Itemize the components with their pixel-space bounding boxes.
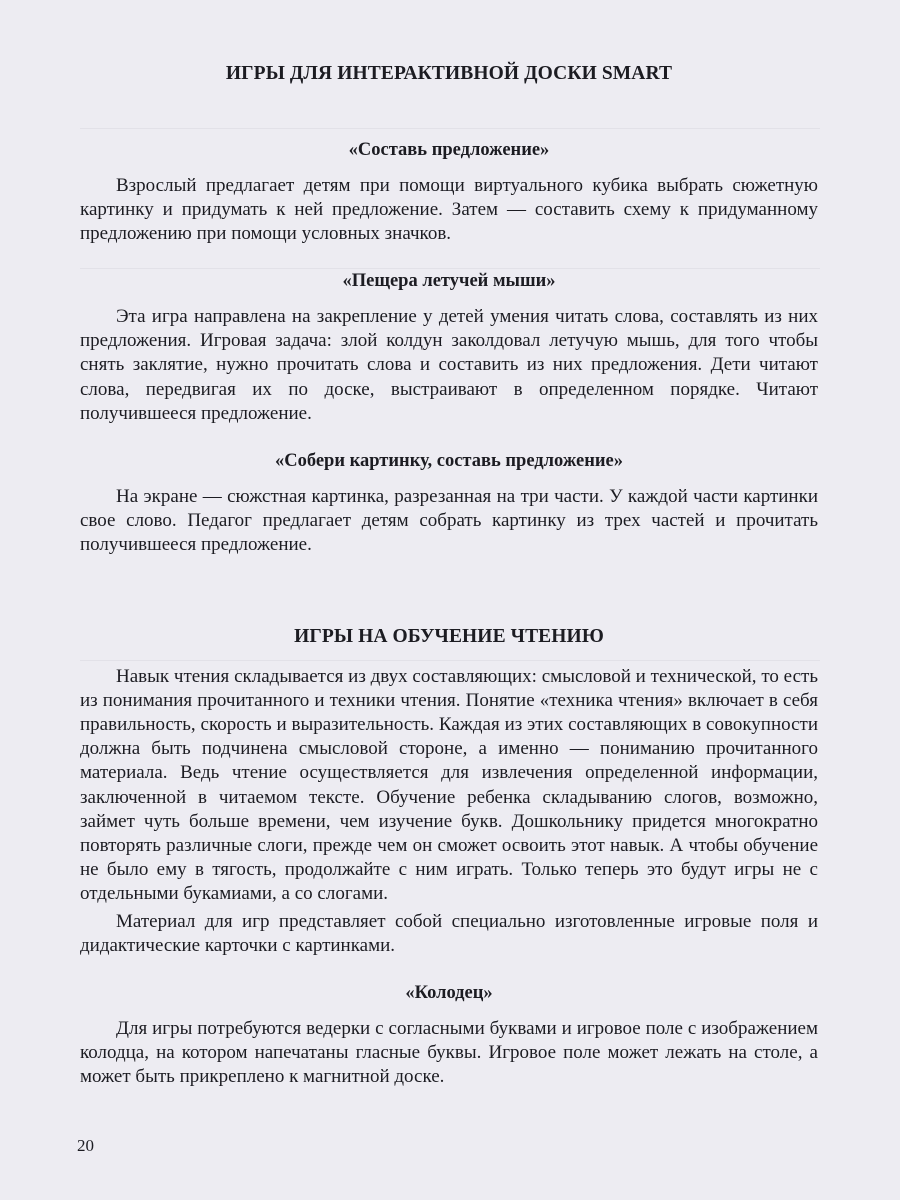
game-description-assemble-picture: На экране — сюжстная картинка, разрезанная на три части. У каждой части картинки свое слово. Педагог предлагает детям собрать картинку из трех частей и прочитать получившееся предложение. (80, 485, 818, 555)
reading-intro-paragraph: Навык чтения складывается из двух составляющих: смысловой и технической, то есть из понимания прочитанного и техники чтения. Понятие «техника чтения» включает в себя правильность, скорость и выразительность. Каждая из этих составляющих в совокупности должна быть подчинена смысловой стороне, а именно — пониманию прочитанного материала. Ведь чтение осуществляется для извлечения определенной информации, заключенной в читаемом тексте. Обучение ребенка складыванию слогов, возможно, займет чуть больше времени, чем изучение букв. Дошкольнику придется многократно повторять различные слоги, прежде чем он сможет освоить этот навык. А чтобы обучение не было ему в тягость, продолжайте с ним играть. Только теперь это будут игры не с отдельными букамиами, а со слогами. (80, 666, 818, 904)
game-description-well: Для игры потребуются ведерки с согласными буквами и игровое поле с изображением колодца, на котором напечатаны гласные буквы. Игровое поле может лежать на столе, а может быть прикреплено к магнитной доске. (80, 1018, 818, 1088)
section-title-reading-games: ИГРЫ НА ОБУЧЕНИЕ ЧТЕНИЮ (294, 626, 604, 648)
game-title-bat-cave: «Пещера летучей мыши» (342, 271, 556, 292)
page-content (80, 62, 818, 1089)
page-number: 20 (77, 1136, 94, 1155)
reading-materials-paragraph: Материал для игр представляет собой специально изготовленные игровые поля и дидактические карточки с картинками. (80, 910, 818, 957)
game-description-compose-sentence: Взрослый предлагает детям при помощи виртуального кубика выбрать сюжетную картинку и придумать к ней предложение. Затем — составить схему к придуманному предложению при помощи условных значков. (80, 175, 818, 245)
game-description-bat-cave: Эта игра направлена на закрепление у детей умения читать слова, составлять из них предложения. Игровая задача: злой колдун заколдовал летучую мышь, для того чтобы снять заклятие, нужно прочитать слова и составить из них предложения. Дети читают слова, передвигая их по доске, выстраивают в определенном порядке. Читают получившееся предложение. (80, 306, 818, 424)
game-title-assemble-picture: «Собери картинку, составь предложение» (274, 450, 623, 471)
game-title-well: «Колодец» (405, 983, 493, 1004)
game-title-compose-sentence: «Составь предложение» (348, 140, 550, 160)
section-title-smart-games: ИГРЫ ДЛЯ ИНТЕРАКТИВНОЙ ДОСКИ SMART (225, 63, 673, 84)
